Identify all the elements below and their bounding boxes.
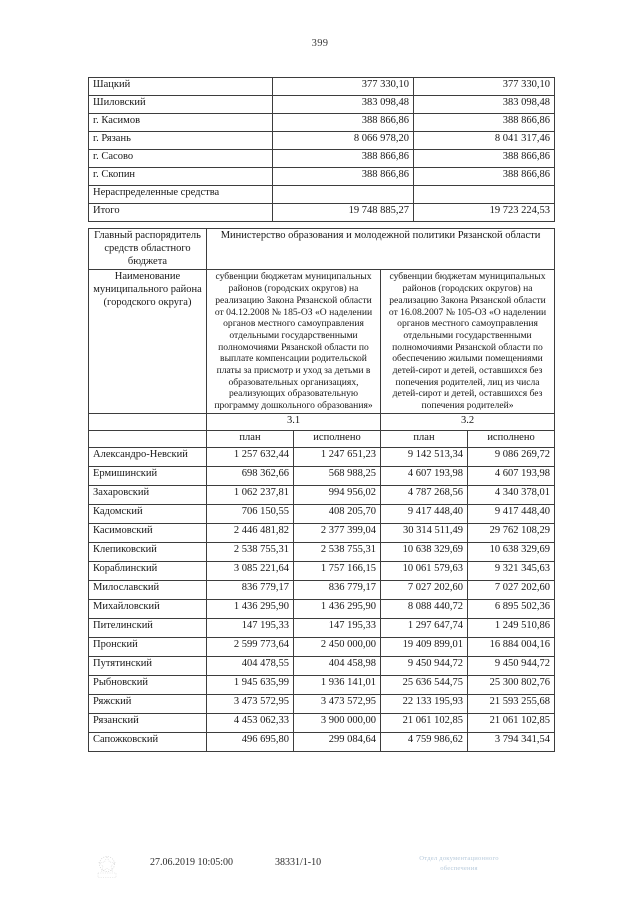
row-fact-value: 388 866,86 <box>414 150 555 168</box>
row-plan-value: 388 866,86 <box>273 168 414 186</box>
row-fact-1: 408 205,70 <box>294 504 381 523</box>
page-footer <box>88 852 558 886</box>
table-row <box>89 523 555 542</box>
row-plan-1: 698 362,66 <box>207 466 294 485</box>
footer-stamp-line-2: обеспечения <box>440 865 478 873</box>
row-fact-value: 383 098,48 <box>414 96 555 114</box>
row-plan-value: 377 330,10 <box>273 78 414 96</box>
row-municipality-name: Пронский <box>89 637 207 656</box>
row-plan-value: 383 098,48 <box>273 96 414 114</box>
header-row-ministry <box>89 229 555 270</box>
table-row <box>89 637 555 656</box>
row-fact-2: 9 321 345,63 <box>468 561 555 580</box>
row-plan-2: 9 142 513,34 <box>381 447 468 466</box>
table-row <box>89 694 555 713</box>
row-plan-2: 9 417 448,40 <box>381 504 468 523</box>
footer-timestamp: 27.06.2019 10:05:00 <box>150 857 234 868</box>
table-row <box>89 713 555 732</box>
row-fact-2: 21 593 255,68 <box>468 694 555 713</box>
row-fact-2: 9 086 269,72 <box>468 447 555 466</box>
header-code-2: 3.2 <box>381 413 555 430</box>
header-fact-2: исполнено <box>468 430 555 447</box>
table-row <box>89 447 555 466</box>
table-row <box>89 466 555 485</box>
table-row-total <box>89 204 555 222</box>
row-plan-value: 19 748 885,27 <box>273 204 414 222</box>
header-municipality-label: Наименование муниципального района (городского округа) <box>89 270 207 413</box>
row-municipality-name: Милославский <box>89 580 207 599</box>
table-row <box>89 504 555 523</box>
row-plan-2: 10 061 579,63 <box>381 561 468 580</box>
row-fact-2: 3 794 341,54 <box>468 732 555 751</box>
row-plan-2: 25 636 544,75 <box>381 675 468 694</box>
table-one-container <box>88 77 554 222</box>
row-fact-1: 404 458,98 <box>294 656 381 675</box>
row-plan-1: 2 599 773,64 <box>207 637 294 656</box>
row-plan-value: 388 866,86 <box>273 150 414 168</box>
row-fact-2: 4 607 193,98 <box>468 466 555 485</box>
header-row-subcolumns <box>89 430 555 447</box>
table-row <box>89 96 555 114</box>
header-code-empty <box>89 413 207 430</box>
row-fact-1: 2 450 000,00 <box>294 637 381 656</box>
row-fact-2: 1 249 510,86 <box>468 618 555 637</box>
row-municipality-name: Захаровский <box>89 485 207 504</box>
table-row <box>89 114 555 132</box>
row-plan-value: 8 066 978,20 <box>273 132 414 150</box>
table-row <box>89 618 555 637</box>
row-label: Итого <box>89 204 273 222</box>
row-fact-1: 1 757 166,15 <box>294 561 381 580</box>
table-row <box>89 675 555 694</box>
row-municipality-name: Ермишинский <box>89 466 207 485</box>
row-fact-2: 10 638 329,69 <box>468 542 555 561</box>
row-municipality-name: Пителинский <box>89 618 207 637</box>
row-plan-2: 21 061 102,85 <box>381 713 468 732</box>
row-municipality-name: Михайловский <box>89 599 207 618</box>
row-municipality-name: Александро-Невский <box>89 447 207 466</box>
row-plan-1: 1 257 632,44 <box>207 447 294 466</box>
row-fact-1: 568 988,25 <box>294 466 381 485</box>
row-plan-value <box>273 186 414 204</box>
row-fact-2: 16 884 004,16 <box>468 637 555 656</box>
row-fact-2: 21 061 102,85 <box>468 713 555 732</box>
row-fact-value <box>414 186 555 204</box>
row-plan-1: 2 538 755,31 <box>207 542 294 561</box>
header-row-codes <box>89 413 555 430</box>
row-municipality-name: Кораблинский <box>89 561 207 580</box>
row-fact-1: 2 377 399,04 <box>294 523 381 542</box>
row-plan-value: 388 866,86 <box>273 114 414 132</box>
table-row <box>89 132 555 150</box>
row-label: г. Касимов <box>89 114 273 132</box>
table-two-container <box>88 228 554 752</box>
row-label: г. Скопин <box>89 168 273 186</box>
table-row <box>89 561 555 580</box>
row-fact-value: 388 866,86 <box>414 168 555 186</box>
table-row <box>89 732 555 751</box>
row-municipality-name: Кадомский <box>89 504 207 523</box>
row-fact-2: 25 300 802,76 <box>468 675 555 694</box>
header-ministry-name: Министерство образования и молодежной политики Рязанской области <box>207 229 555 270</box>
row-label: г. Сасово <box>89 150 273 168</box>
row-fact-1: 1 247 651,23 <box>294 447 381 466</box>
row-plan-2: 22 133 195,93 <box>381 694 468 713</box>
header-code-1: 3.1 <box>207 413 381 430</box>
header-subvention-1-description: субвенции бюджетам муниципальных районов (городских округов) на реализацию Закона Рязанской области от 04.12.2008 № 185-ОЗ «О наделении органов местного самоуправления отдельными государственными полномочиями Рязанской области по выплате компенсации родительской платы за присмотр и уход за детьми в образовательных организациях, реализующих образовательную программу дошкольного образования» <box>207 270 381 413</box>
municipalities-totals-table <box>88 77 555 222</box>
table-row <box>89 186 555 204</box>
row-municipality-name: Рыбновский <box>89 675 207 694</box>
table-two-body <box>89 229 555 752</box>
row-plan-1: 404 478,55 <box>207 656 294 675</box>
table-row <box>89 580 555 599</box>
row-municipality-name: Сапожковский <box>89 732 207 751</box>
table-one-body <box>89 78 555 222</box>
row-fact-2: 9 450 944,72 <box>468 656 555 675</box>
row-fact-1: 1 436 295,90 <box>294 599 381 618</box>
row-municipality-name: Путятинский <box>89 656 207 675</box>
emblem-icon <box>94 853 120 879</box>
table-row <box>89 150 555 168</box>
header-chief-administrator-label: Главный распорядитель средств областного бюджета <box>89 229 207 270</box>
footer-stamp-line-1: Отдел документационного <box>419 855 499 862</box>
row-plan-2: 1 297 647,74 <box>381 618 468 637</box>
row-fact-2: 4 340 378,01 <box>468 485 555 504</box>
row-plan-2: 4 759 986,62 <box>381 732 468 751</box>
header-plan-2: план <box>381 430 468 447</box>
table-row <box>89 168 555 186</box>
row-plan-1: 836 779,17 <box>207 580 294 599</box>
row-fact-2: 7 027 202,60 <box>468 580 555 599</box>
footer-document-number: 38331/1-10 <box>275 857 322 868</box>
row-fact-value: 388 866,86 <box>414 114 555 132</box>
row-fact-1: 3 473 572,95 <box>294 694 381 713</box>
row-municipality-name: Рязанский <box>89 713 207 732</box>
row-plan-2: 4 607 193,98 <box>381 466 468 485</box>
row-plan-1: 3 473 572,95 <box>207 694 294 713</box>
row-fact-value: 8 041 317,46 <box>414 132 555 150</box>
header-subvention-2-description: субвенции бюджетам муниципальных районов (городских округов) на реализацию Закона Рязанской области от 16.08.2007 № 105-ОЗ «О наделении органов местного самоуправления отдельными государственными полномочиями Рязанской области по обеспечению жилыми помещениями детей-сирот и детей, оставшихся без попечения родителей, лиц из числа детей-сирот и детей, оставшихся без попечения родителей» <box>381 270 555 413</box>
row-plan-2: 10 638 329,69 <box>381 542 468 561</box>
row-fact-1: 3 900 000,00 <box>294 713 381 732</box>
row-fact-1: 994 956,02 <box>294 485 381 504</box>
row-plan-2: 7 027 202,60 <box>381 580 468 599</box>
row-municipality-name: Ряжский <box>89 694 207 713</box>
footer-stamp <box>368 854 550 874</box>
row-plan-2: 8 088 440,72 <box>381 599 468 618</box>
row-label: г. Рязань <box>89 132 273 150</box>
row-plan-1: 3 085 221,64 <box>207 561 294 580</box>
row-fact-1: 1 936 141,01 <box>294 675 381 694</box>
row-fact-value: 377 330,10 <box>414 78 555 96</box>
page-number: 399 <box>311 38 329 49</box>
table-row <box>89 78 555 96</box>
row-fact-1: 147 195,33 <box>294 618 381 637</box>
row-plan-1: 1 062 237,81 <box>207 485 294 504</box>
row-plan-2: 4 787 268,56 <box>381 485 468 504</box>
header-subcolumn-empty <box>89 430 207 447</box>
row-plan-1: 1 945 635,99 <box>207 675 294 694</box>
row-label: Нераспределенные средства <box>89 186 273 204</box>
row-fact-2: 9 417 448,40 <box>468 504 555 523</box>
row-fact-1: 836 779,17 <box>294 580 381 599</box>
row-fact-1: 2 538 755,31 <box>294 542 381 561</box>
row-fact-2: 6 895 502,36 <box>468 599 555 618</box>
row-plan-2: 30 314 511,49 <box>381 523 468 542</box>
header-fact-1: исполнено <box>294 430 381 447</box>
header-plan-1: план <box>207 430 294 447</box>
table-row <box>89 542 555 561</box>
row-fact-1: 299 084,64 <box>294 732 381 751</box>
row-fact-2: 29 762 108,29 <box>468 523 555 542</box>
subventions-table <box>88 228 555 752</box>
row-fact-value: 19 723 224,53 <box>414 204 555 222</box>
row-plan-2: 19 409 899,01 <box>381 637 468 656</box>
row-label: Шацкий <box>89 78 273 96</box>
row-municipality-name: Клепиковский <box>89 542 207 561</box>
table-row <box>89 599 555 618</box>
table-row <box>89 485 555 504</box>
header-row-subventions <box>89 270 555 413</box>
row-plan-1: 1 436 295,90 <box>207 599 294 618</box>
row-plan-1: 2 446 481,82 <box>207 523 294 542</box>
table-row <box>89 656 555 675</box>
row-label: Шиловский <box>89 96 273 114</box>
row-plan-1: 147 195,33 <box>207 618 294 637</box>
row-plan-1: 496 695,80 <box>207 732 294 751</box>
row-municipality-name: Касимовский <box>89 523 207 542</box>
row-plan-1: 706 150,55 <box>207 504 294 523</box>
row-plan-2: 9 450 944,72 <box>381 656 468 675</box>
row-plan-1: 4 453 062,33 <box>207 713 294 732</box>
